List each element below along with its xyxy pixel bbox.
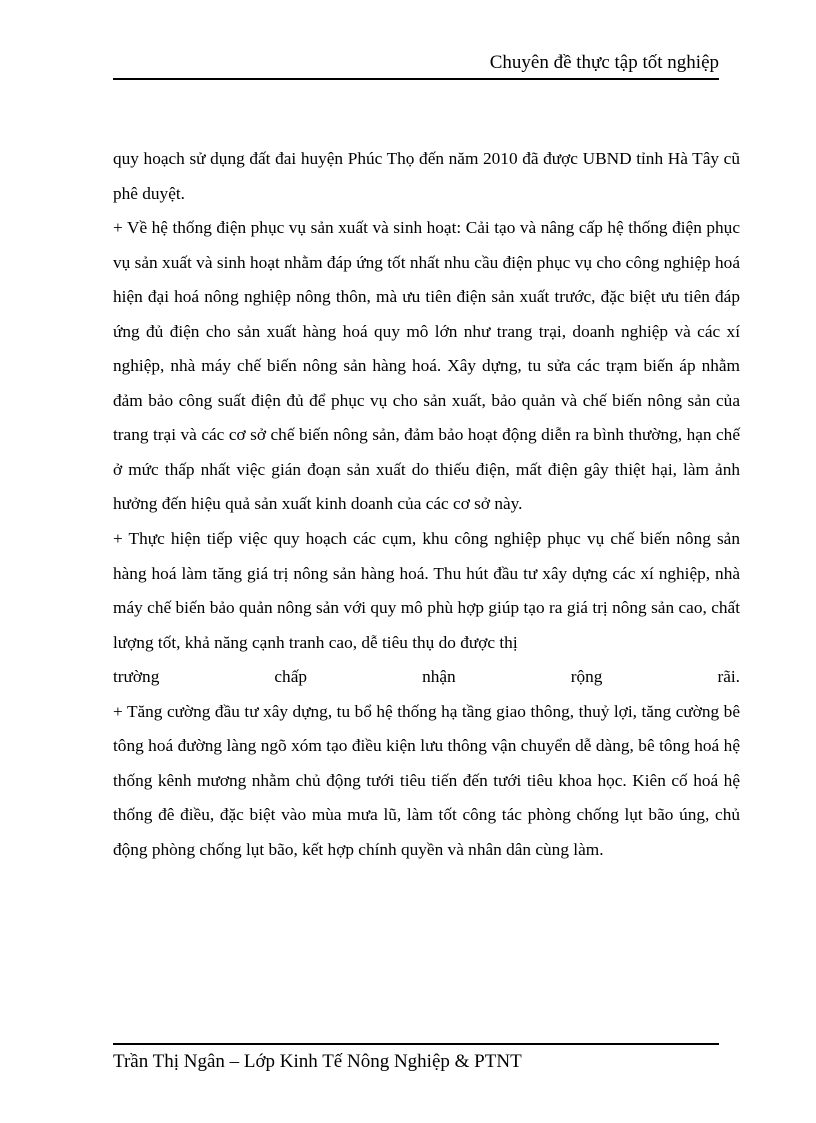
- word: rãi.: [717, 667, 740, 687]
- document-body: [113, 142, 740, 867]
- header-title: Chuyên đề thực tập tốt nghiệp: [489, 52, 719, 73]
- paragraph-electric-system: + Về hệ thống điện phục vụ sản xuất và sinh hoạt: Cải tạo và nâng cấp hệ thống điện phục vụ sản xuất và sinh hoạt nhằm đáp ứng tốt nhất nhu cầu điện phục vụ cho công nghiệp hoá hiện đại hoá nông nghiệp nông thôn, mà ưu tiên điện sản xuất trước, đặc biệt ưu tiên đáp ứng đủ điện cho sản xuất hàng hoá quy mô lớn như trang trại, doanh nghiệp và các xí nghiệp, nhà máy chế biến nông sản hàng hoá. Xây dựng, tu sửa các trạm biến áp nhằm đảm bảo công suất điện đủ để phục vụ cho sản xuất, bảo quản và chế biến nông sản của trang trại và các cơ sở chế biến nông sản, đảm bảo hoạt động diễn ra bình thường, hạn chế ở mức thấp nhất việc gián đoạn sản xuất do thiếu điện, mất điện gây thiệt hại, làm ảnh hưởng đến hiệu quả sản xuất kinh doanh của các cơ sở này.: [113, 218, 740, 514]
- word: trường: [113, 667, 160, 687]
- footer-author: Trần Thị Ngân – Lớp Kinh Tế Nông Nghiệp & PTNT: [113, 1051, 522, 1072]
- paragraph-industrial-zones: + Thực hiện tiếp việc quy hoạch các cụm, khu công nghiệp phục vụ chế biến nông sản hàng hoá làm tăng giá trị nông sản hàng hoá. Thu hút đầu tư xây dựng các xí nghiệp, nhà máy chế biến bảo quản nông sản với quy mô phù hợp giúp tạo ra giá trị nông sản cao, chất lượng tốt, khả năng cạnh tranh cao, dễ tiêu thụ do được thị: [113, 529, 740, 652]
- paragraph-intro: quy hoạch sử dụng đất đai huyện Phúc Thọ đến năm 2010 đã được UBND tỉnh Hà Tây cũ phê duyệt.: [113, 149, 740, 203]
- page-header: [113, 50, 719, 80]
- word: rộng: [570, 667, 603, 687]
- word: nhận: [422, 667, 456, 687]
- page-footer: [113, 1043, 719, 1074]
- paragraph-infrastructure: + Tăng cường đầu tư xây dựng, tu bổ hệ thống hạ tầng giao thông, thuỷ lợi, tăng cường bê tông hoá đường làng ngõ xóm tạo điều kiện lưu thông vận chuyển dễ dàng, bê tông hoá hệ thống kênh mương nhằm chủ động tưới tiêu tiến đến tưới tiêu khoa học. Kiên cố hoá hệ thống đê điều, đặc biệt vào mùa mưa lũ, làm tốt công tác phòng chống lụt bão úng, chủ động phòng chống lụt bão, kết hợp chính quyền và nhân dân cùng làm.: [113, 701, 740, 859]
- word: chấp: [274, 667, 308, 687]
- paragraph-industrial-zones-last-line: [113, 660, 740, 695]
